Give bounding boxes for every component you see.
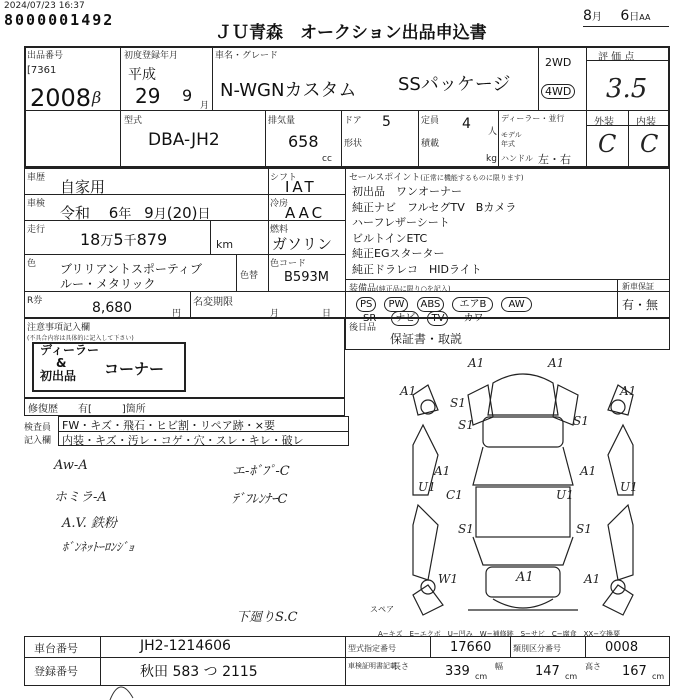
load-unit: kg [486,154,497,164]
selling-point: 純正ドラレコ HIDライト [352,262,482,276]
color-label: 色 [27,259,37,269]
lot-sub: [7361 [27,65,57,76]
attention-label: 注意事項記入欄 (不具合内容は具体的に記入して下さい) [27,323,134,342]
category-value: 0008 [605,640,639,655]
width-label: 幅 [495,662,503,671]
length-label: 長さ [393,662,409,671]
aircon-label: 冷房 [270,199,289,209]
diagram-mark: A1 [548,356,565,370]
diagram-mark: A1 [620,384,637,398]
length-unit: cm [475,672,488,681]
color-change-label: 色替 [240,271,259,281]
selling-point: ビルトインETC [352,231,428,245]
recycle-label: R券 [27,296,43,306]
equip-ps: PS [356,297,376,312]
diagram-mark: A1 [434,464,451,478]
selling-point: ハーフレザーシート [352,216,450,229]
model-value: DBA-JH2 [148,130,220,150]
capacity-unit: 人 [488,127,498,137]
displacement-unit: cc [322,154,332,164]
equipment-label: 装備品(純正品に限り○を記入) [349,284,451,294]
inspection-label: 車検 [27,199,46,209]
note-right-2: ﾃﾞﾌﾚﾝﾅｰC [232,492,288,507]
load-label: 積載 [421,139,440,149]
stamp-mark [105,680,135,700]
checks-label-1: 検査員 [24,423,52,433]
diagram-mark: S1 [458,522,474,536]
category-label: 類別区分番号 [513,644,561,653]
equip-aw: AW [501,297,531,312]
recycle-unit: 円 [172,309,182,319]
dealer-corner-label: コーナー [104,360,165,378]
model-label: 型式 [124,116,143,126]
color-line1: ブリリアントスポーティブ [60,262,202,276]
note-left-2: ホミラ-A [54,490,107,505]
checks-label-2: 記入欄 [24,436,52,446]
shift-label: シフト [270,173,298,183]
note-left-1: Aw-A [54,458,88,473]
sheet-date: 8月 6日AA [583,8,651,24]
color-code-label: 色コード [270,259,307,269]
repair-value: 有[ ]箇所 [78,404,146,415]
diagram-mark: A1 [516,570,534,585]
name-change-label: 名変期限 [193,297,233,308]
chassis-value: JH2-1214606 [140,638,231,654]
fuel-value: ガソリン [272,235,333,253]
diagram-mark: U1 [620,480,638,494]
dealer-model-label: モデル [501,131,522,139]
chassis-label: 車台番号 [34,642,78,655]
selling-point: 初出品 ワンオーナー [352,185,462,198]
drive-4wd: 4WD [541,84,575,99]
registration-era: 平成 [128,67,156,83]
displacement-label: 排気量 [268,116,296,126]
lot-number: 2008 [30,84,92,112]
repair-label: 修復歴 [28,404,58,415]
usage-value: 自家用 [60,178,106,196]
selling-point: 純正EGスターター [352,247,445,260]
equip-pw: PW [384,297,408,312]
doors-value: 5 [382,114,391,130]
dealer-year-label: 年式 [501,140,515,148]
warranty-doc-label: 後日品 [349,323,377,333]
exterior-grade: C [598,130,617,158]
diagram-mark: S1 [458,418,474,432]
barcode-number: 8000001492 [4,11,115,29]
spare-label: スペア [370,605,394,614]
diagram-mark: C1 [446,488,463,502]
mileage-value: 18万5千879 [80,230,168,249]
capacity-value: 4 [462,116,471,132]
new-car-warranty-value: 有・無 [622,298,659,312]
score-value: 3.5 [606,74,648,104]
type-designation-value: 17660 [450,640,492,655]
car-name-label: 車名・グレード [215,51,279,61]
equip-abs: ABS [417,297,445,312]
damage-legend: A−キズ E−エクボ U−凹み W−補修跡 S−サビ C−腐食 XX−交換要 [378,630,621,638]
recycle-value: 8,680 [92,300,133,316]
car-name: N-WGNカスタム [220,80,357,101]
checks-row-exterior: FW・キズ・飛石・ヒビ割・リペア跡・×要 [62,419,275,432]
inspection-date: 令和 6年 9月(20)日 [60,204,211,222]
fuel-label: 燃料 [270,225,289,235]
registration-month: 9 [182,86,193,105]
diagram-mark: S1 [573,414,589,428]
drive-2wd: 2WD [545,56,572,69]
diagram-mark: U1 [556,488,574,502]
registration-year: 29 [135,84,161,108]
lot-mark: β [92,88,102,107]
diagram-mark: S1 [576,522,592,536]
sheet-title: ＪＵ青森 オークション出品申込書 [215,23,487,43]
mileage-label: 走行 [27,225,46,235]
new-car-warranty-label: 新車保証 [622,282,654,291]
equip-navi: ナビ [391,311,419,326]
width-value: 147 [535,664,560,679]
car-grade: SSパッケージ [398,74,511,95]
dealer-corner-left: ディーラー & 初出品 [40,343,100,383]
displacement-value: 658 [288,132,319,151]
equip-tv: TV [427,311,448,326]
width-unit: cm [565,672,578,681]
usage-label: 車歴 [27,173,46,183]
diagram-mark: S1 [450,396,466,410]
shift-value: IAT [285,178,317,196]
handle-label: ハンドル [501,154,533,163]
aircon-value: AAC [285,204,326,222]
note-right-1: エ-ﾎﾞﾌﾟ-C [232,464,290,479]
diagram-mark: U1 [418,480,436,494]
selling-point: 純正ナビ フルセグTV Bカメラ [352,200,517,214]
plate-value: 秋田 583 つ 2115 [140,664,258,680]
equip-airbag: エアB [452,297,493,312]
color-line2: ルー・メタリック [60,277,156,291]
dealer-label: ディーラー・並行 [501,114,565,123]
handle-value: 左・右 [538,153,571,166]
registration-month-unit: 月 [200,101,210,111]
note-left-3: A.V. 鉄粉 [62,516,117,531]
interior-label: 内装 [636,117,656,128]
print-datetime: 2024/07/23 16:37 [4,1,85,11]
color-code-value: B593M [284,270,329,285]
height-value: 167 [622,664,647,679]
registration-label: 初度登録年月 [124,51,179,61]
exterior-label: 外装 [594,117,614,128]
height-unit: cm [652,672,665,681]
diagram-mark: A1 [580,464,597,478]
dimensions-label: 車検証明書記載 [348,662,397,670]
note-left-4: ﾎﾞﾝﾈｯﾄｰﾛﾝｼﾞｮ [62,540,135,554]
length-value: 339 [445,664,470,679]
equip-sr: SR [363,313,377,324]
diagram-mark: A1 [584,572,601,586]
mileage-unit: km [216,238,234,251]
selling-points-list [352,184,516,277]
type-designation-label: 型式指定番号 [348,644,396,653]
interior-grade: C [640,130,659,158]
checks-row-interior: 内装・キズ・汚レ・コゲ・穴・スレ・キレ・破レ [62,434,304,447]
warranty-doc-value: 保証書・取説 [390,332,463,346]
lot-label: 出品番号 [27,51,64,61]
equip-leather: カワ [463,313,484,324]
name-change-day-unit: 日 [322,309,332,319]
height-label: 高さ [585,662,601,671]
selling-points-label: セールスポイント(正常に機能するものに限ります) [349,173,524,183]
shape-label: 形状 [344,139,363,149]
diagram-mark: A1 [400,384,417,398]
doors-label: ドア [344,116,362,126]
capacity-label: 定員 [421,116,440,126]
diagram-mark: A1 [468,356,485,370]
bottom-note: 下廻りS.C [236,610,298,625]
plate-label: 登録番号 [34,665,78,678]
score-label: 評 価 点 [598,52,635,63]
diagram-mark: W1 [438,572,458,586]
name-change-month-unit: 月 [270,309,280,319]
